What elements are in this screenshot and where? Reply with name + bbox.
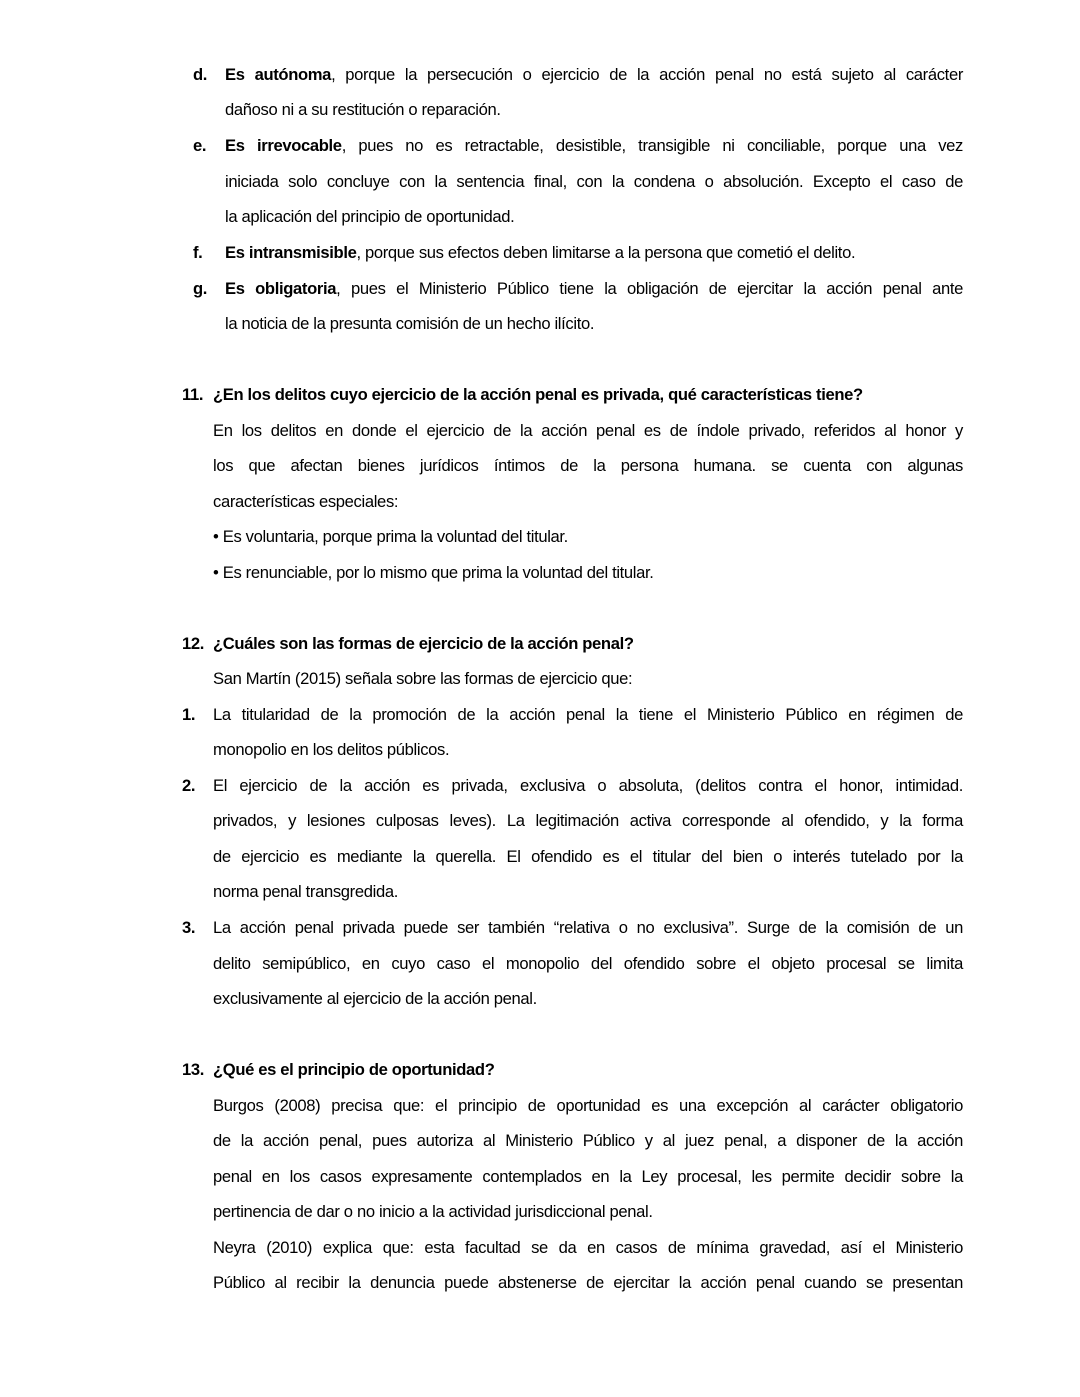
paragraph-line: Neyra (2010) explica que: esta facultad se da en casos de mínima gravedad, así el Ministerio: [213, 1238, 963, 1257]
question-number: 13.: [182, 1060, 205, 1079]
item-number: 1.: [182, 705, 196, 724]
term-bold: Es obligatoria: [225, 279, 337, 298]
question-number: 11.: [182, 385, 204, 404]
bullet-item: • Es renunciable, por lo mismo que prima la voluntad del titular.: [213, 563, 654, 582]
question-title: ¿Cuáles son las formas de ejercicio de la acción penal?: [213, 634, 634, 653]
item-line: de ejercicio es mediante la querella. El ofendido es el titular del bien o interés tutelado por la: [213, 847, 963, 866]
paragraph-line: En los delitos en donde el ejercicio de la acción penal es de índole privado, referidos al honor y: [213, 421, 963, 440]
list-text-line: iniciada solo concluye con la sentencia final, con la condena o absolución. Excepto el caso de: [225, 172, 963, 191]
list-text-line: Es irrevocable, pues no es retractable, desistible, transigible ni conciliable, porque una vez: [225, 136, 963, 155]
question-title: ¿Qué es el principio de oportunidad?: [213, 1060, 495, 1079]
intro-text: San Martín (2015) señala sobre las formas de ejercicio que:: [213, 669, 633, 688]
item-number: 3.: [182, 918, 196, 937]
list-label: e.: [193, 136, 207, 155]
list-text-line: la aplicación del principio de oportunidad.: [225, 207, 515, 226]
list-label: d.: [193, 65, 208, 84]
paragraph-line: penal en los casos expresamente contemplados en la Ley procesal, les permite decidir sobre la: [213, 1167, 963, 1186]
term-bold: Es intransmisible: [225, 243, 357, 262]
paragraph-line: Público al recibir la denuncia puede abstenerse de ejercitar la acción penal cuando se presentan: [213, 1273, 963, 1292]
list-label: g.: [193, 279, 208, 298]
question-title: ¿En los delitos cuyo ejercicio de la acción penal es privada, qué características tiene?: [213, 385, 863, 404]
term-bold: Es irrevocable: [225, 136, 342, 155]
item-line: monopolio en los delitos públicos.: [213, 740, 450, 759]
item-line: exclusivamente al ejercicio de la acción penal.: [213, 989, 537, 1008]
item-line: El ejercicio de la acción es privada, exclusiva o absoluta, (delitos contra el honor, intimidad.: [213, 776, 963, 795]
item-line: La titularidad de la promoción de la acción penal la tiene el Ministerio Público en régimen de: [213, 705, 963, 724]
item-line: delito semipúblico, en cuyo caso el monopolio del ofendido sobre el objeto procesal se limita: [213, 954, 963, 973]
item-number: 2.: [182, 776, 196, 795]
item-line: privados, y lesiones culposas leves). La legitimación activa corresponde al ofendido, y la forma: [213, 811, 963, 830]
question-number: 12.: [182, 634, 205, 653]
paragraph-line: de la acción penal, pues autoriza al Ministerio Público y al juez penal, a disponer de la acción: [213, 1131, 963, 1150]
list-text-line: la noticia de la presunta comisión de un hecho ilícito.: [225, 314, 595, 333]
bullet-item: • Es voluntaria, porque prima la voluntad del titular.: [213, 527, 568, 546]
list-text-line: Es intransmisible, porque sus efectos deben limitarse a la persona que cometió el delito.: [225, 243, 856, 262]
list-text-line: Es autónoma, porque la persecución o ejercicio de la acción penal no está sujeto al carácter: [225, 65, 963, 84]
paragraph-line: los que afectan bienes jurídicos íntimos de la persona humana. se cuenta con algunas: [213, 456, 963, 475]
list-text-line: Es obligatoria, pues el Ministerio Público tiene la obligación de ejercitar la acción penal ante: [225, 279, 963, 298]
term-bold: Es autónoma: [225, 65, 332, 84]
paragraph-line: Burgos (2008) precisa que: el principio de oportunidad es una excepción al carácter obligatorio: [213, 1096, 963, 1115]
item-line: norma penal transgredida.: [213, 882, 398, 901]
paragraph-line: pertinencia de dar o no inicio a la actividad jurisdiccional penal.: [213, 1202, 653, 1221]
list-label: f.: [193, 243, 203, 262]
list-text-line: dañoso ni a su restitución o reparación.: [225, 100, 501, 119]
paragraph-line: características especiales:: [213, 492, 399, 511]
item-line: La acción penal privada puede ser también “relativa o no exclusiva”. Surge de la comisión de un: [213, 918, 963, 937]
